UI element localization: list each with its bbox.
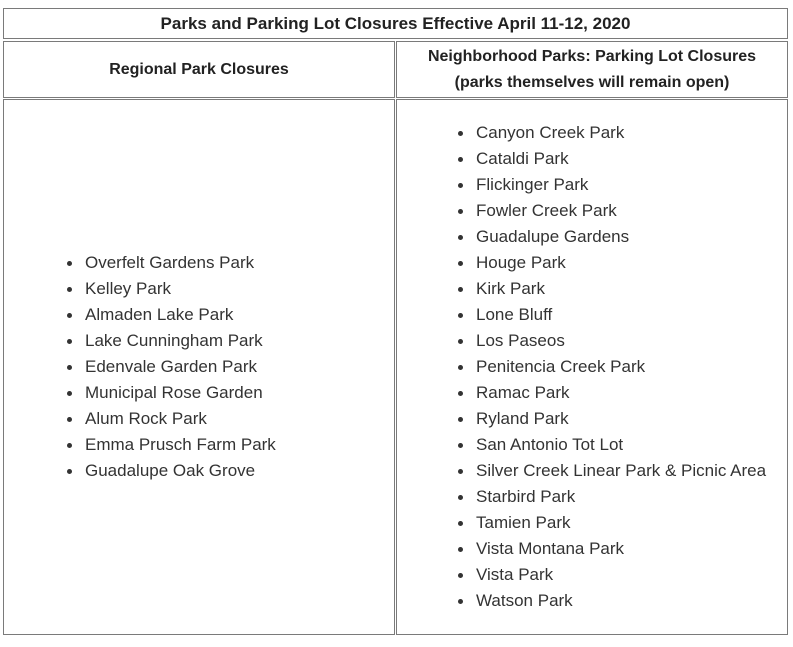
regional-park-list <box>64 250 276 484</box>
list-item <box>455 302 766 328</box>
park-name: Lake Cunningham Park <box>85 331 263 350</box>
list-item <box>455 120 766 146</box>
bullet-icon <box>458 261 463 266</box>
list-item <box>64 354 276 380</box>
park-name: Vista Park <box>476 565 554 584</box>
bullet-icon <box>458 209 463 214</box>
neighborhood-list-cell <box>396 99 788 635</box>
park-name: Penitencia Creek Park <box>476 357 646 376</box>
bullet-icon <box>458 417 463 422</box>
park-name: Vista Montana Park <box>476 539 625 558</box>
park-name: Almaden Lake Park <box>85 305 234 324</box>
list-item <box>455 562 766 588</box>
park-name: Guadalupe Oak Grove <box>85 461 256 480</box>
park-name: San Antonio Tot Lot <box>476 435 624 454</box>
park-name: Edenvale Garden Park <box>85 357 257 376</box>
bullet-icon <box>458 131 463 136</box>
list-item <box>455 536 766 562</box>
list-item <box>455 510 766 536</box>
bullet-icon <box>458 391 463 396</box>
bullet-icon <box>458 365 463 370</box>
table-title: Parks and Parking Lot Closures Effective April 11-12, 2020 <box>160 13 631 33</box>
bullet-icon <box>67 313 72 318</box>
bullet-icon <box>458 313 463 318</box>
park-name: Lone Bluff <box>476 305 553 324</box>
bullet-icon <box>458 235 463 240</box>
park-name: Cataldi Park <box>476 149 569 168</box>
bullet-icon <box>458 287 463 292</box>
park-name: Houge Park <box>476 253 566 272</box>
park-name: Alum Rock Park <box>85 409 207 428</box>
park-name: Fowler Creek Park <box>476 201 617 220</box>
bullet-icon <box>458 547 463 552</box>
list-item <box>64 328 276 354</box>
bullet-icon <box>458 573 463 578</box>
bullet-icon <box>67 365 72 370</box>
list-item <box>455 354 766 380</box>
list-item <box>455 224 766 250</box>
list-item <box>64 276 276 302</box>
park-name: Canyon Creek Park <box>476 123 625 142</box>
park-name: Tamien Park <box>476 513 571 532</box>
bullet-icon <box>458 469 463 474</box>
park-name: Silver Creek Linear Park & Picnic Area <box>476 461 767 480</box>
regional-header-cell <box>3 41 395 98</box>
neighborhood-park-list <box>455 120 766 614</box>
bullet-icon <box>67 469 72 474</box>
table-title-cell <box>3 8 788 39</box>
list-item <box>455 406 766 432</box>
list-item <box>455 146 766 172</box>
park-name: Overfelt Gardens Park <box>85 253 255 272</box>
park-name: Kelley Park <box>85 279 171 298</box>
list-item <box>455 250 766 276</box>
neighborhood-heading-line2: (parks themselves will remain open) <box>454 73 730 91</box>
list-item <box>455 276 766 302</box>
neighborhood-heading-line1: Neighborhood Parks: Parking Lot Closures <box>427 47 757 65</box>
bullet-icon <box>458 599 463 604</box>
list-item <box>455 432 766 458</box>
list-item <box>64 432 276 458</box>
list-item <box>455 172 766 198</box>
bullet-icon <box>67 417 72 422</box>
bullet-icon <box>458 157 463 162</box>
bullet-icon <box>67 261 72 266</box>
list-item <box>455 328 766 354</box>
bullet-icon <box>67 339 72 344</box>
list-item <box>455 458 766 484</box>
list-item <box>64 250 276 276</box>
park-name: Ramac Park <box>476 383 570 402</box>
regional-list-cell <box>3 99 395 635</box>
park-name: Municipal Rose Garden <box>85 383 263 402</box>
list-item <box>64 406 276 432</box>
bullet-icon <box>67 287 72 292</box>
park-name: Flickinger Park <box>476 175 589 194</box>
bullet-icon <box>67 391 72 396</box>
park-name: Starbird Park <box>476 487 576 506</box>
list-item <box>64 458 276 484</box>
list-item <box>455 484 766 510</box>
bullet-icon <box>458 339 463 344</box>
regional-heading: Regional Park Closures <box>109 60 289 78</box>
park-name: Los Paseos <box>476 331 565 350</box>
park-name: Guadalupe Gardens <box>476 227 630 246</box>
bullet-icon <box>458 183 463 188</box>
park-name: Emma Prusch Farm Park <box>85 435 276 454</box>
list-item <box>455 588 766 614</box>
bullet-icon <box>458 521 463 526</box>
list-item <box>64 380 276 406</box>
list-item <box>64 302 276 328</box>
list-item <box>455 198 766 224</box>
park-name: Kirk Park <box>476 279 545 298</box>
bullet-icon <box>458 495 463 500</box>
bullet-icon <box>67 443 72 448</box>
neighborhood-header-cell <box>396 41 788 98</box>
list-item <box>455 380 766 406</box>
bullet-icon <box>458 443 463 448</box>
park-name: Watson Park <box>476 591 573 610</box>
park-name: Ryland Park <box>476 409 569 428</box>
